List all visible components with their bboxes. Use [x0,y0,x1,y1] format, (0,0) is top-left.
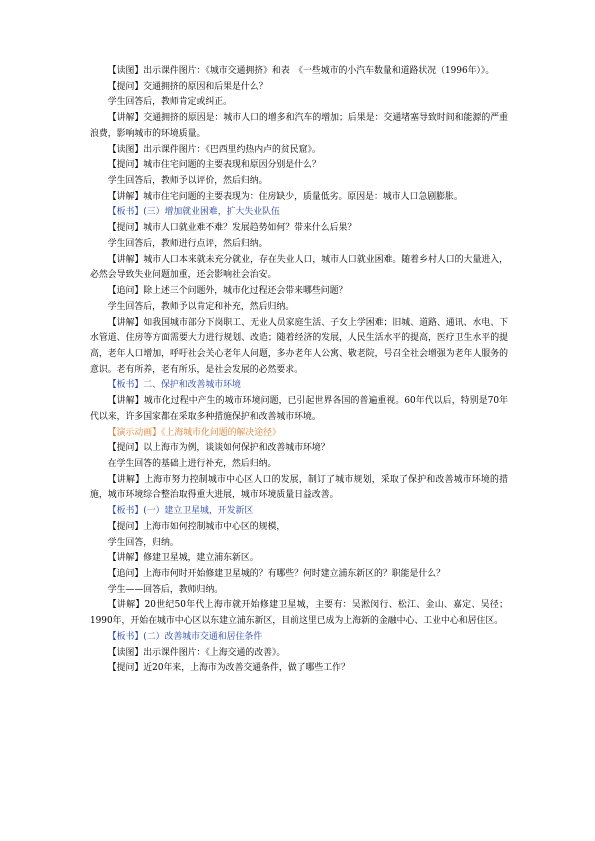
paragraph: 【讲解】如我国城市部分下岗职工、无业人员家庭生活、子女上学困难；旧城、道路、通讯、水电、下水管道、住房等方面需要大力进行规划、改造；随着经济的发展，人民生活水平的提高，医疗卫生水平的提高，老年人口增加，呼吁社会关心老年人问题，多办老年人公寓、敬老院，号召全社会增强为老年人服务的意识。老有所养，老有所乐，是社会发展的必然要求。 [90,317,508,375]
paragraph: 【板书】(二）改善城市交通和居住条件 [107,631,263,642]
paragraph: 【提问】近20年来，上海市为改善交通条件，做了哪些工作？ [107,663,350,674]
paragraph: 【追问】上海市何时开始修建卫星城的？有哪些？何时建立浦东新区的？职能是什么？ [107,569,446,579]
paragraph: 【追问】除上述三个问题外，城市化过程还会带来哪些问题？ [107,286,348,297]
paragraph: 【提问】城市人口就业难不难？发展趋势如何？带来什么后果？ [107,223,357,234]
paragraph: 【讲解】20世纪50年代上海市就开始修建卫星城，主要有：吴淞闵行、松江、金山、嘉定、吴径；1990年，开始在城市中心区以东建立浦东新区，目前这里已成为上海新的金融中心、工业中心和居住区。 [90,600,508,627]
paragraph: 学生——回答后，教师归纳。 [107,584,224,595]
paragraph: 【讲解】修建卫星城，建立浦东新区。 [107,553,259,564]
paragraph: 【读图】出示课件图片：《上海交通的改善》。 [107,647,286,658]
paragraph: 【板书】(一）建立卫星城，开发新区 [107,506,254,517]
paragraph: 【提问】交通拥挤的原因和后果是什么？ [107,81,268,92]
paragraph: 【板书】二、保护和改善城市环境 [107,380,241,391]
paragraph: 【演示动画】《上海城市化问题的解决途径》 [107,427,281,438]
paragraph: 【提问】以上海市为例，谈谈如何保护和改善城市环境？ [107,443,330,454]
paragraph: 学生回答后，教师予以评价，然后归纳。 [107,176,268,187]
paragraph: 【讲解】交通拥挤的原因是：城市人口的增多和汽车的增加；后果是：交通堵塞导致时间和能源的严重浪费，影响城市的环境质量。 [90,113,508,139]
paragraph: 【讲解】城市人口本来就未充分就业，存在失业人口，城市人口就业困难。随着乡村人口的大量进入，必然会导致失业问题加重，还会影响社会治安。 [90,254,508,281]
paragraph: 【讲解】城市住宅问题的主要表现为：住房缺少，质量低劣。原因是：城市人口急剧膨胀。 [107,191,463,202]
document-page [90,64,508,677]
paragraph: 学生回答后，教师肯定或纠正。 [107,97,233,108]
paragraph: 学生回答，归纳。 [107,537,179,548]
paragraph: 学生回答后，教师予以肯定和补充，然后归纳。 [107,301,295,312]
paragraph: 学生回答后，教师进行点评，然后归纳。 [107,238,268,249]
paragraph: 【板书】(三）增加就业困难，扩大失业队伍 [107,207,280,218]
paragraph: 【提问】上海市如何控制城市中心区的规模， [107,521,286,532]
paragraph: 在学生回答的基础上进行补充，然后归纳。 [107,458,277,469]
paragraph: 【讲解】城市化过程中产生的城市环境问题，已引起世界各国的普遍重视。60年代以后，特别是70年代以来，许多国家都在采取多种措施保护和改善城市环境。 [90,396,508,422]
paragraph: 【读图】出示课件图片：《城市交通拥挤》和表 《一些城市的小汽车数量和道路状况（1996年）》。 [107,66,495,76]
paragraph: 【提问】城市住宅问题的主要表现和原因分别是什么？ [107,160,321,171]
paragraph: 【读图】出示课件图片：《巴西里约热内卢的贫民窟》。 [107,144,321,155]
paragraph: 【讲解】上海市努力控制城市中心区人口的发展，制订了城市规划，采取了保护和改善城市环境的措施，城市环境综合整治取得重大进展，城市环境质量日益改善。 [90,474,508,501]
